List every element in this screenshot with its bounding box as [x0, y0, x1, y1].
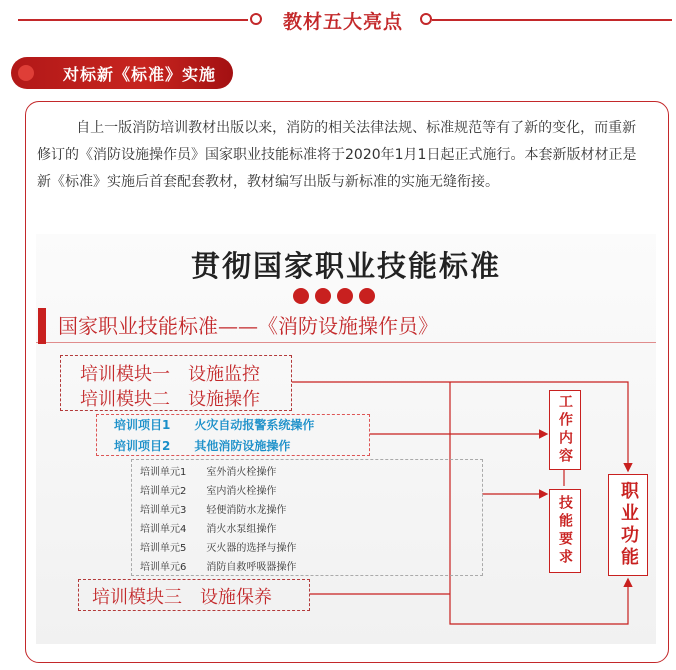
heading-divider-right: [432, 19, 672, 21]
job-function-box: [608, 474, 648, 576]
skill-requirement-box: [549, 489, 581, 573]
heading-divider-left: [18, 19, 248, 21]
unit-6-label: 培训单元6 消防自救呼吸器操作: [140, 562, 297, 573]
unit-3-label: 培训单元3 轻便消防水龙操作: [140, 505, 287, 516]
heading-dot-icon-right: [420, 13, 432, 25]
unit-1-label: 培训单元1 室外消火栓操作: [140, 467, 277, 478]
work-content-label: 工作内容: [557, 394, 573, 466]
unit-5-label: 培训单元5 灭火器的选择与操作: [140, 543, 297, 554]
banner-label: 对标新《标准》实施: [63, 65, 217, 84]
project-2-label: 培训项目2 其他消防设施操作: [114, 439, 291, 453]
figure-title: 贯彻国家职业技能标准: [190, 249, 501, 283]
unit-2-label: 培训单元2 室内消火栓操作: [140, 486, 277, 497]
module-2-label: 培训模块二 设施操作: [80, 389, 260, 410]
unit-4-label: 培训单元4 消火水泵组操作: [140, 524, 277, 535]
figure-subtitle: 国家职业技能标准——《消防设施操作员》: [58, 314, 438, 338]
section-heading: [0, 0, 676, 38]
skill-requirement-label: 技能要求: [557, 495, 573, 567]
heading-dot-icon-left: [250, 13, 262, 25]
heading-title: 教材五大亮点: [282, 11, 403, 33]
banner-accent-icon: [18, 65, 34, 81]
standard-diagram-image: [36, 234, 656, 644]
body-paragraph: 自上一版消防培训教材出版以来，消防的相关法律法规、标准规范等有了新的变化，而重新修订的《消防设施操作员》国家职业技能标准将于2020年1月1日起正式施行。本套新版材材正是新《标准》实施后首套配套教材，教材编写出版与新标准的实施无缝衔接。: [37, 120, 637, 190]
job-function-label: 职业功能: [618, 481, 639, 569]
module-1-label: 培训模块一 设施监控: [80, 364, 260, 385]
work-content-box: [549, 390, 581, 470]
section-banner: [11, 57, 233, 89]
module-3-label: 培训模块三 设施保养: [92, 587, 272, 608]
project-1-label: 培训项目1 火灾自动报警系统操作: [114, 418, 315, 432]
